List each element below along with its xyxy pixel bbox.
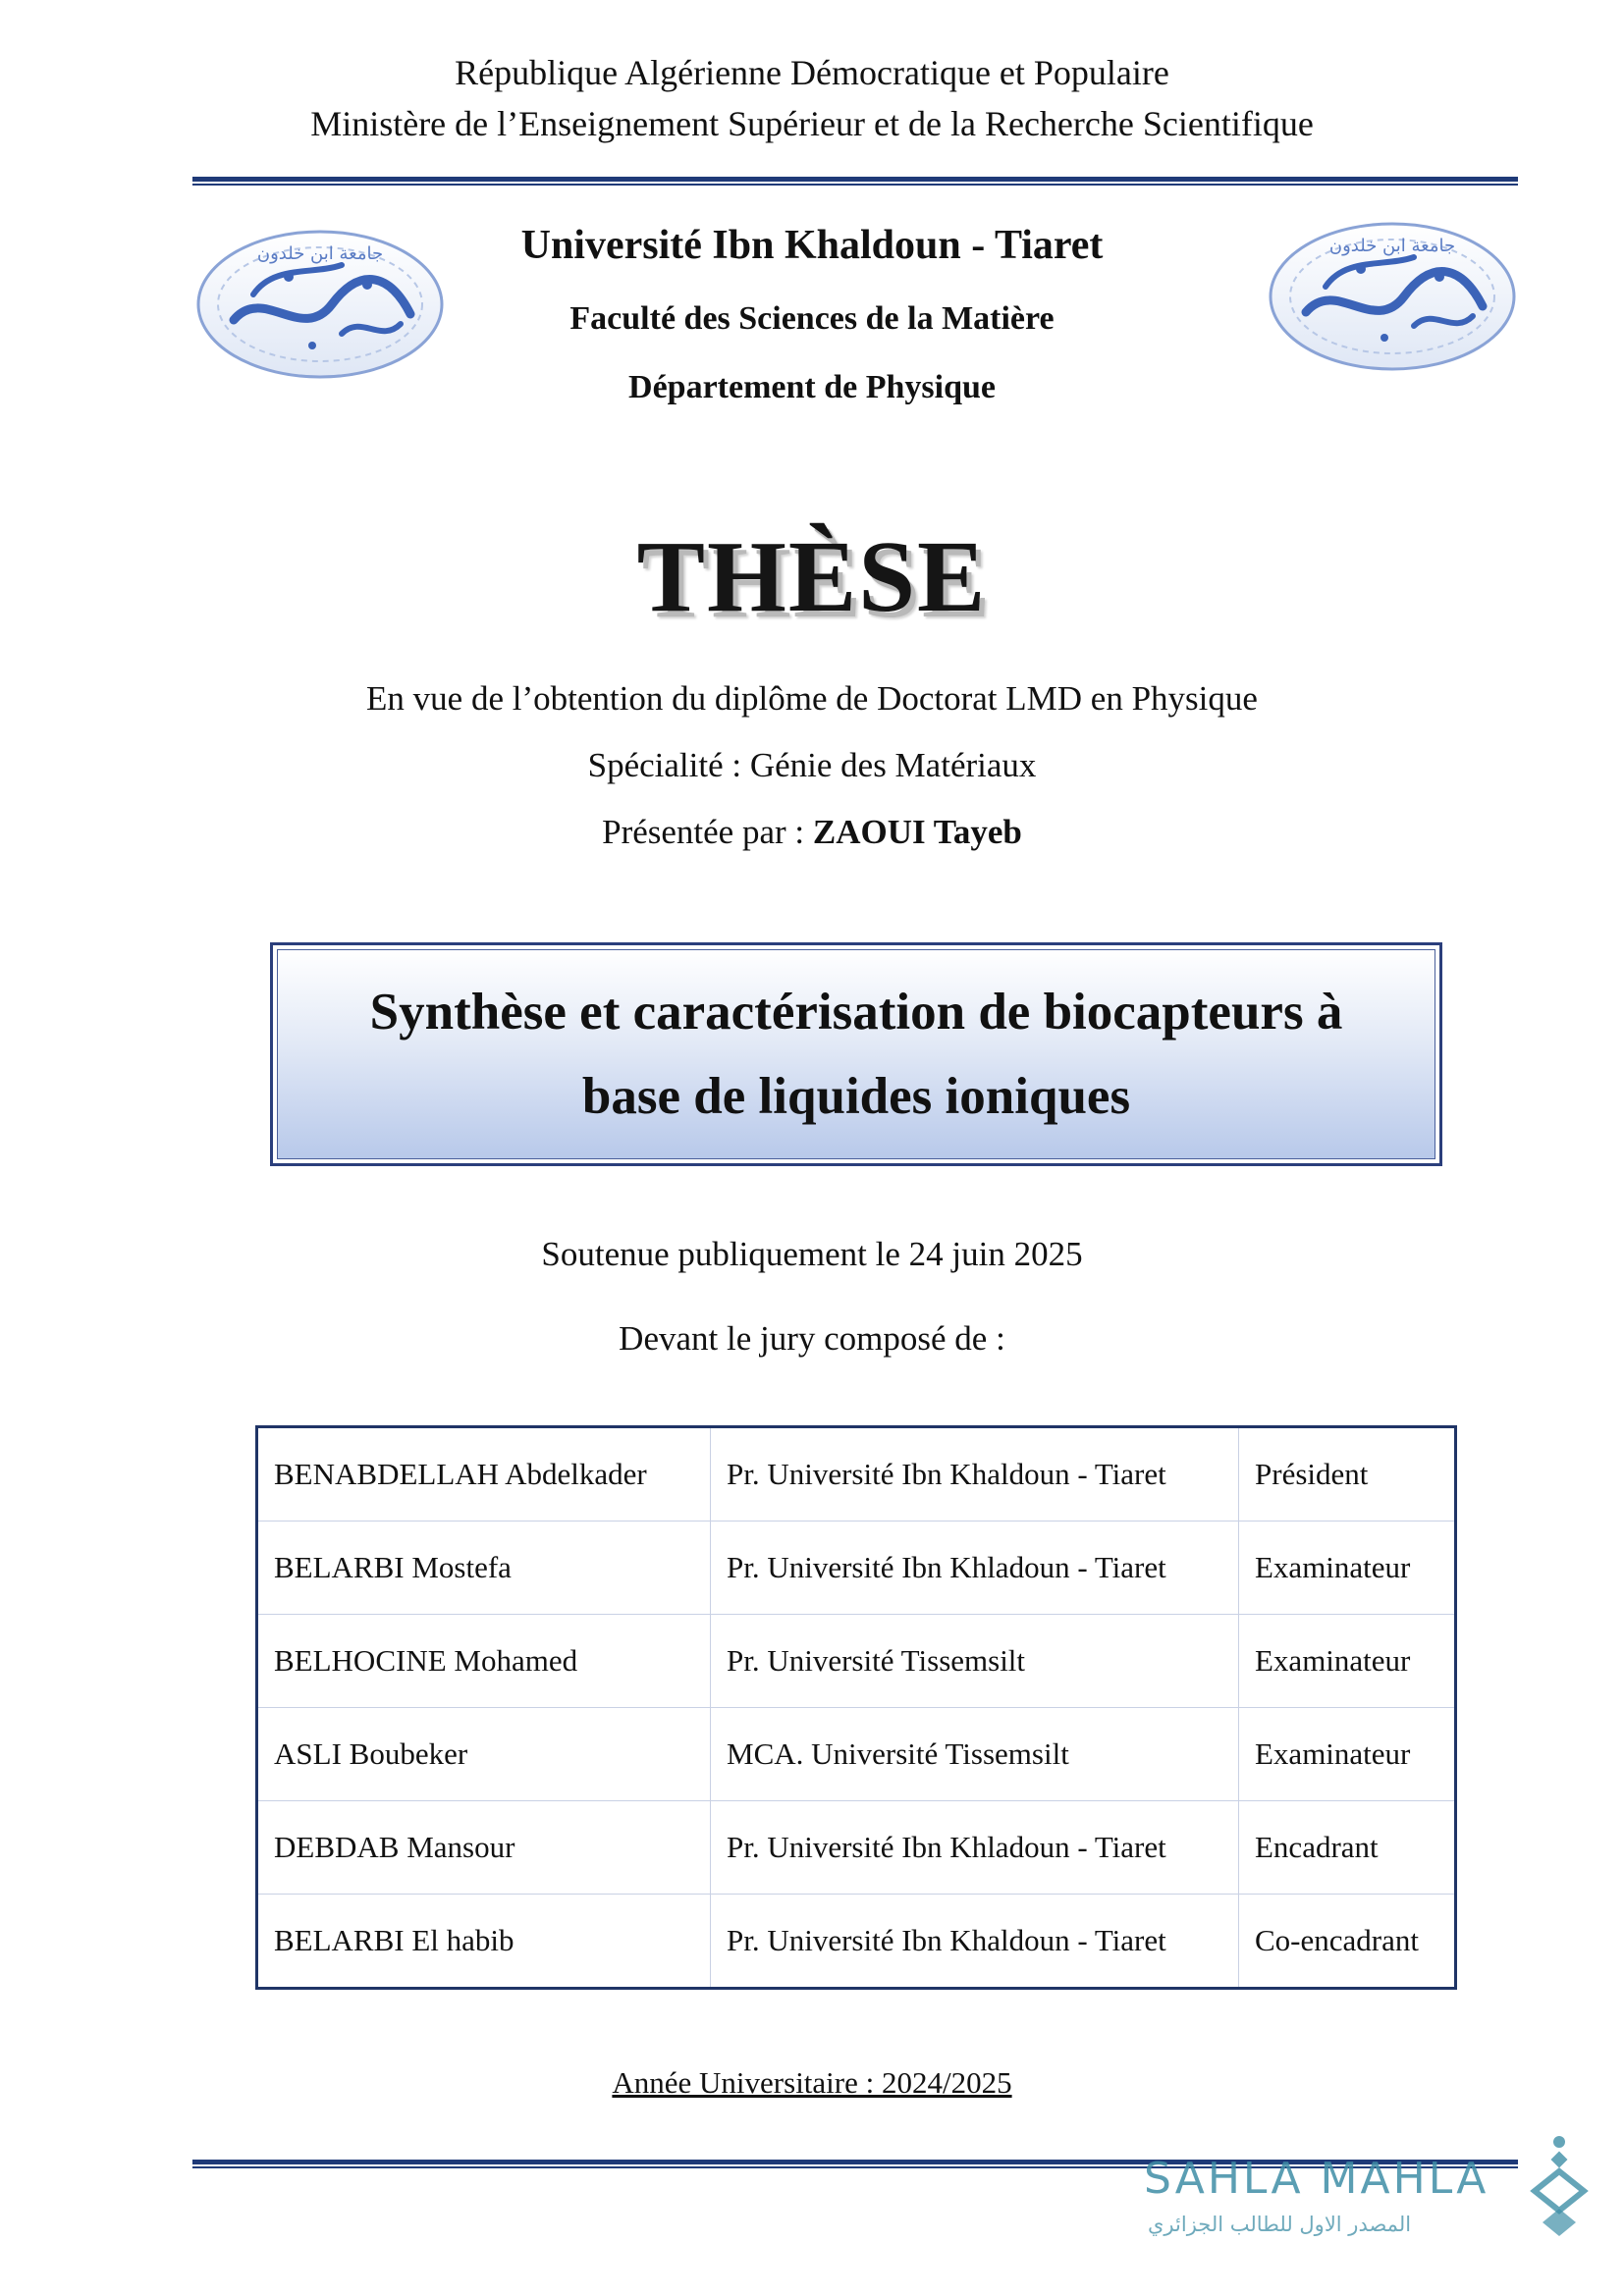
jury-name: BENABDELLAH Abdelkader [257,1427,711,1522]
academic-year-text: Année Universitaire : 2024/2025 [612,2065,1012,2100]
watermark-emblem-icon [1525,2132,1594,2238]
jury-affiliation: Pr. Université Ibn Khladoun - Tiaret [711,1522,1239,1615]
jury-affiliation: Pr. Université Ibn Khladoun - Tiaret [711,1801,1239,1895]
table-row [257,1615,1456,1708]
jury-name: ASLI Boubeker [257,1708,711,1801]
department-name: Département de Physique [628,369,996,405]
thesis-title-box [270,942,1442,1166]
jury-role: Examinateur [1239,1522,1456,1615]
jury-affiliation: Pr. Université Ibn Khaldoun - Tiaret [711,1427,1239,1522]
university-name: Université Ibn Khaldoun - Tiaret [520,223,1104,268]
table-row [257,1427,1456,1522]
logo-text: جامعة ابن خلدون [1328,236,1456,256]
jury-role: Examinateur [1239,1708,1456,1801]
table-row [257,1522,1456,1615]
jury-heading: Devant le jury composé de : [619,1319,1005,1358]
top-divider [192,177,1518,186]
jury-affiliation: Pr. Université Ibn Khaldoun - Tiaret [711,1895,1239,1989]
logo-text: جامعة ابن خلدون [256,243,384,264]
table-row [257,1708,1456,1801]
ministry-header [0,47,1624,149]
jury-table [255,1425,1457,1990]
diploma-line: En vue de l’obtention du diplôme de Doctorat LMD en Physique [366,679,1258,718]
jury-role: Président [1239,1427,1456,1522]
table-row [257,1895,1456,1989]
specialty-line: Spécialité : Génie des Matériaux [587,746,1037,784]
watermark-tagline: المصدر الاول للطالب الجزائري [1148,2213,1412,2236]
republic-line: République Algérienne Démocratique et Populaire [455,53,1169,92]
jury-role: Encadrant [1239,1801,1456,1895]
thesis-title-line-1: Synthèse et caractérisation de biocapteurs à [369,984,1343,1041]
defense-date: Soutenue publiquement le 24 juin 2025 [541,1235,1083,1273]
jury-affiliation: MCA. Université Tissemsilt [711,1708,1239,1801]
presented-label: Présentée par : [602,813,805,851]
jury-name: DEBDAB Mansour [257,1801,711,1895]
ministry-line: Ministère de l’Enseignement Supérieur et de la Recherche Scientifique [310,104,1314,143]
table-row [257,1801,1456,1895]
jury-role: Examinateur [1239,1615,1456,1708]
presenter-line [0,813,1624,852]
presenter-name: ZAOUI Tayeb [812,813,1022,851]
faculty-name: Faculté des Sciences de la Matière [569,300,1055,337]
sahla-mahla-watermark [1144,2132,1596,2240]
watermark-brand: SAHLA MAHLA [1144,2154,1489,2204]
thesis-title-line-2: base de liquides ioniques [581,1068,1131,1125]
thesis-title [277,949,1435,1159]
jury-name: BELARBI Mostefa [257,1522,711,1615]
jury-role: Co-encadrant [1239,1895,1456,1989]
thesis-heading: THÈSE [636,520,988,633]
jury-affiliation: Pr. Université Tissemsilt [711,1615,1239,1708]
academic-year [0,2065,1624,2101]
jury-name: BELHOCINE Mohamed [257,1615,711,1708]
jury-name: BELARBI El habib [257,1895,711,1989]
